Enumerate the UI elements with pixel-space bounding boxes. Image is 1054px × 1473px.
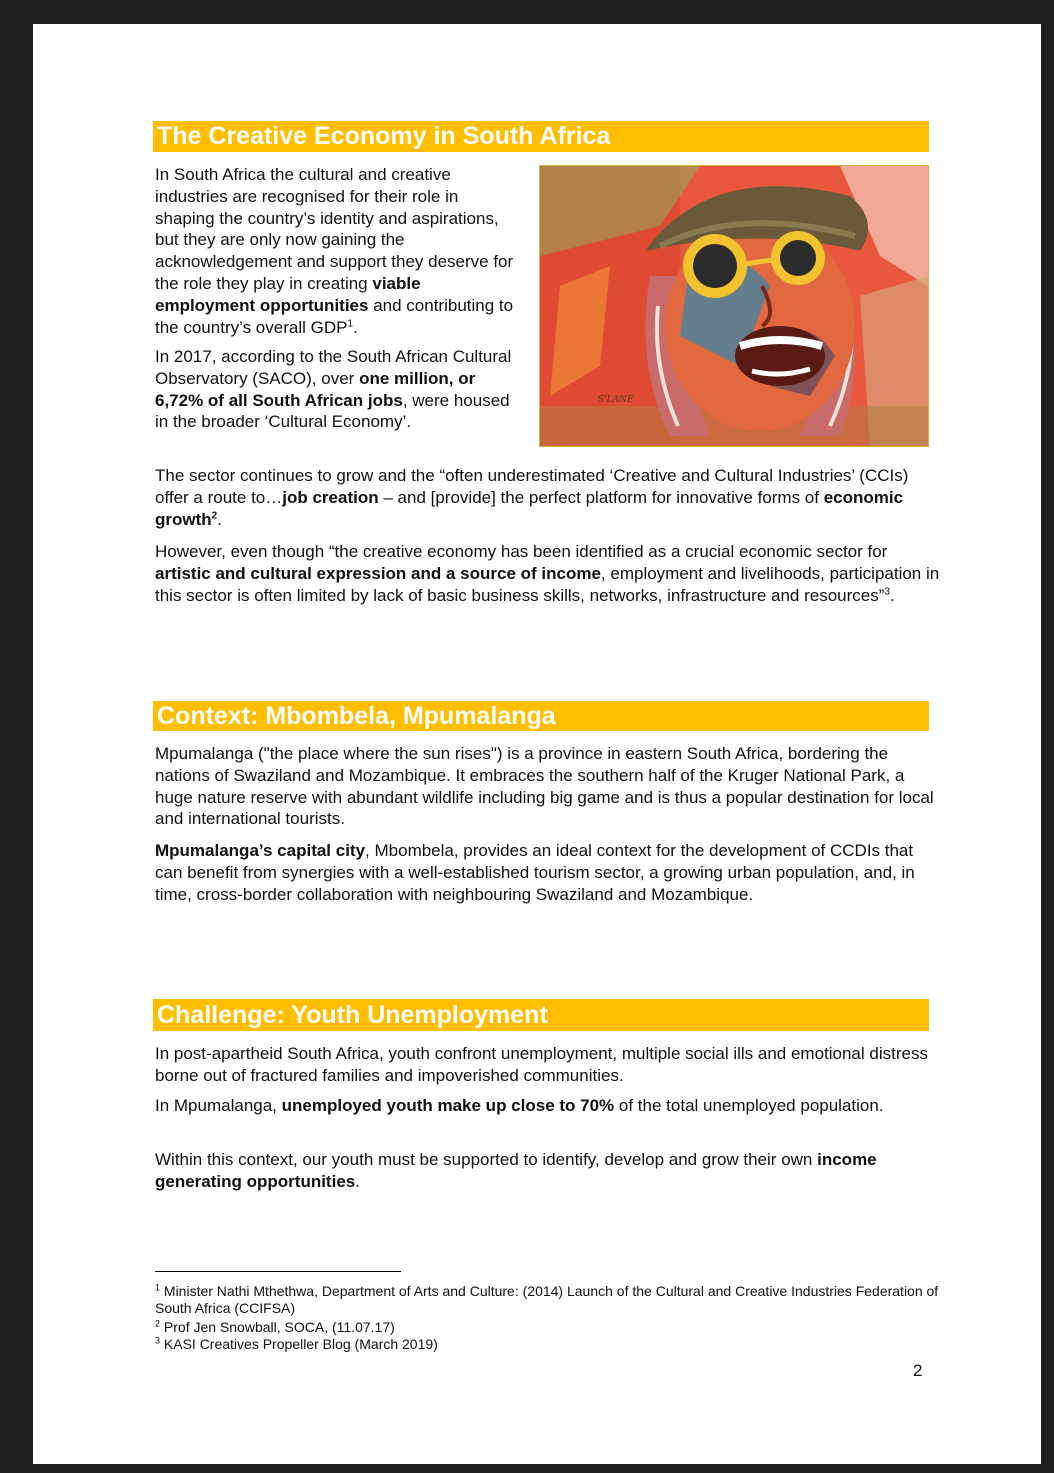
challenge-paragraph-1: In post-apartheid South Africa, youth confront unemployment, multiple social ills and emotional distress borne out of fractured families and impoverished communities. (155, 1044, 928, 1085)
context-paragraph-2: Mpumalanga’s capital city, Mbombela, provides an ideal context for the development of CCDIs that can benefit from synergies with a well-established tourism sector, a growing urban population, and, in time, cross-border collaboration with neighbouring Swaziland and Mozambique. (155, 841, 915, 904)
creative-economy-paragraph-2: In 2017, according to the South African Cultural Observatory (SACO), over one million, or 6,72% of all South African jobs, were housed in the broader ‘Cultural Economy’. (155, 347, 512, 432)
context-paragraph-1: Mpumalanga ("the place where the sun rises") is a province in eastern South Africa, bordering the nations of Swaziland and Mozambique. It embraces the southern half of the Kruger National Park, a huge nature reserve with abundant wildlife including big game and is thus a popular destination for local and international tourists. (155, 744, 934, 829)
creative-economy-paragraph-4: However, even though “the creative economy has been identified as a crucial economic sector for artistic and cultural expression and a source of income, employment and livelihoods, participation in this sector is often limited by lack of basic business skills, networks, infrastructure and resources”$^3$. (155, 542, 940, 605)
section-heading-challenge: Challenge: Youth Unemployment (153, 999, 929, 1031)
challenge-paragraph-2: In Mpumalanga, unemployed youth make up close to 70% of the total unemployed population. (155, 1096, 884, 1115)
challenge-paragraph-3: Within this context, our youth must be supported to identify, develop and grow their own income generating opportunities. (155, 1150, 877, 1191)
section-heading-creative-economy: The Creative Economy in South Africa (153, 121, 929, 152)
painting-signature: S'LANE (598, 395, 634, 405)
footnote-1: $^1$ Minister Nathi Mthethwa, Department of Arts and Culture: (2014) Launch of the Cultural and Creative Industries Federation of South Africa (CCIFSA) (155, 1282, 939, 1316)
footnote-3: $^3$ KASI Creatives Propeller Blog (March 2019) (155, 1335, 438, 1352)
creative-economy-paragraph-3: The sector continues to grow and the “often underestimated ‘Creative and Cultural Industries’ (CCIs) offer a route to…job creation – and [provide] the perfect platform for innovative forms of economic growth$^2$. (155, 466, 909, 529)
footnote-2: $^2$ Prof Jen Snowball, SOCA, (11.07.17) (155, 1318, 395, 1335)
painting-illustration (540, 166, 928, 446)
section-heading-context: Context: Mbombela, Mpumalanga (153, 701, 929, 731)
page-number: 2 (913, 1361, 923, 1380)
document-page (33, 24, 1041, 1464)
creative-economy-paragraph-1: In South Africa the cultural and creative industries are recognised for their role in shaping the country’s identity and aspirations, but they are only now gaining the acknowledgement and support they deserve for the role they play in creating viable employment opportunities and contributing to the country’s overall GDP$^1$. (155, 165, 514, 337)
street-art-painting (539, 165, 929, 447)
footnote-separator (155, 1271, 401, 1272)
